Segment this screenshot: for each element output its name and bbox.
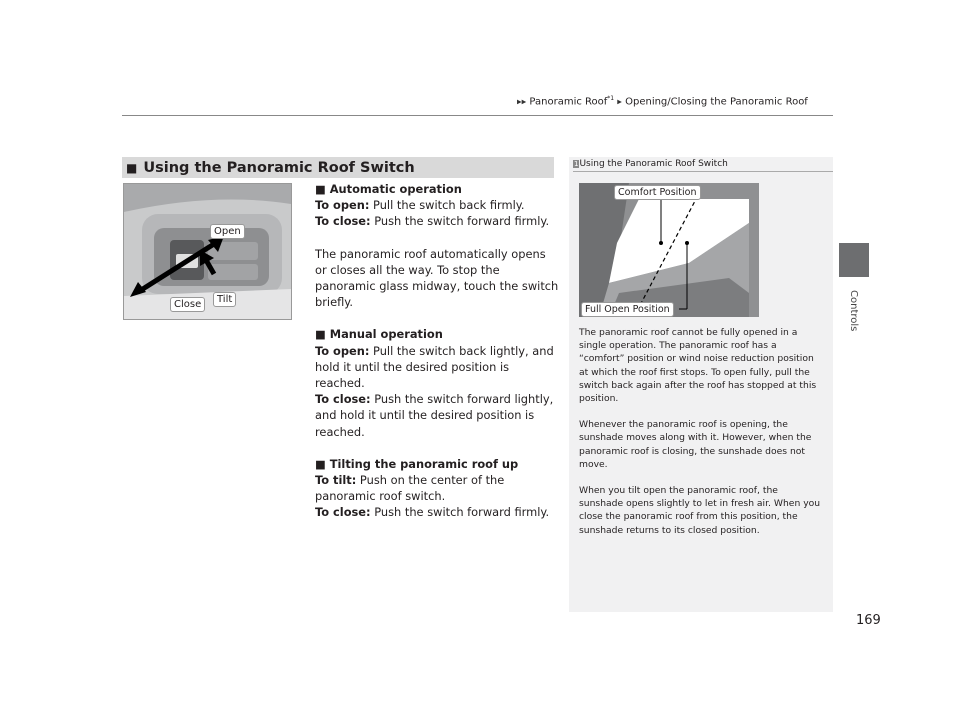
tilt-heading [315, 456, 560, 472]
tilt-close [315, 504, 560, 520]
chapter-tab-label[interactable]: Controls [848, 290, 859, 332]
breadcrumb-arrow-icon: ▶ [617, 98, 622, 106]
tilt-text: Push on the center of the panoramic roof switch. [315, 473, 505, 504]
auto-open [315, 197, 560, 213]
breadcrumb-part1[interactable]: Panoramic Roof [529, 96, 608, 108]
footnote-marker: *1 [607, 95, 615, 102]
open-callout: Open [210, 224, 245, 239]
header-divider [122, 115, 833, 116]
square-bullet-icon: ■ [315, 456, 326, 471]
auto-close-label: To close: [315, 214, 371, 229]
manual-close-text: Push the switch forward lightly, and hold it until the desired position is reached. [315, 392, 554, 439]
manual-close-label: To close: [315, 392, 371, 407]
auto-close [315, 213, 560, 229]
tilt-heading-text: Tilting the panoramic roof up [329, 456, 519, 471]
manual-close [315, 391, 560, 440]
manual-open-label: To open: [315, 343, 370, 358]
section-heading [122, 157, 554, 178]
tilt-close-label: To close: [315, 505, 371, 520]
sidebar-divider [573, 171, 833, 172]
comfort-position-callout: Comfort Position [614, 185, 701, 200]
full-open-position-callout: Full Open Position [581, 302, 674, 317]
breadcrumb-part2[interactable]: Opening/Closing the Panoramic Roof [625, 96, 808, 108]
breadcrumb-arrow-icon: ▶▶ [517, 98, 527, 106]
tilt-label: To tilt: [315, 473, 357, 488]
breadcrumb [517, 95, 808, 107]
square-bullet-icon: ■ [126, 160, 138, 175]
tilt-instruction [315, 472, 560, 504]
section-title: Using the Panoramic Roof Switch [143, 159, 415, 176]
roof-switch-photo [123, 183, 292, 320]
auto-open-text: Pull the switch back firmly. [369, 198, 525, 213]
square-bullet-icon: ■ [315, 327, 326, 342]
auto-description: The panoramic roof automatically opens or closes all the way. To stop the panoramic glass midway, touch the switch briefly. [315, 246, 559, 310]
auto-close-text: Push the switch forward firmly. [370, 214, 550, 229]
tilt-callout: Tilt [213, 292, 236, 307]
auto-open-label: To open: [315, 198, 370, 213]
square-bullet-icon: ■ [315, 182, 326, 196]
close-callout: Close [170, 297, 205, 312]
auto-heading-text: Automatic operation [329, 182, 462, 196]
chapter-tab-marker [839, 243, 869, 277]
sidebar-heading-text: Using the Panoramic Roof Switch [579, 159, 728, 169]
roof-switch-illustration [124, 184, 291, 319]
manual-open [315, 343, 560, 392]
manual-open-text: Pull the switch back lightly, and hold it until the desired position is reached. [315, 343, 554, 391]
main-content [315, 181, 560, 521]
sunroof-illustration [579, 183, 759, 317]
sidebar-paragraph: The panoramic roof cannot be fully opened in a single operation. The panoramic roof has a “comfort” position or wind noise reduction position at which the roof first stops. To open fully, pull the switch back again after the roof has stopped at this position. [579, 327, 817, 405]
page-number: 169 [856, 613, 881, 628]
tilt-close-text: Push the switch forward firmly. [370, 505, 550, 520]
auto-heading [315, 181, 560, 197]
sidebar-ref-number: 1 [574, 160, 579, 168]
manual-heading [315, 326, 560, 342]
sunroof-photo [579, 183, 759, 317]
sidebar-heading [573, 159, 728, 169]
sidebar-text [579, 326, 824, 550]
sidebar-paragraph: When you tilt open the panoramic roof, the sunshade opens slightly to let in fresh air. When you close the panoramic roof from this position, the sunshade returns to its closed position. [579, 485, 821, 536]
manual-heading-text: Manual operation [329, 327, 443, 342]
sidebar-paragraph: Whenever the panoramic roof is opening, the sunshade moves along with it. However, when the panoramic roof is closing, the sunshade does not move. [579, 419, 812, 470]
